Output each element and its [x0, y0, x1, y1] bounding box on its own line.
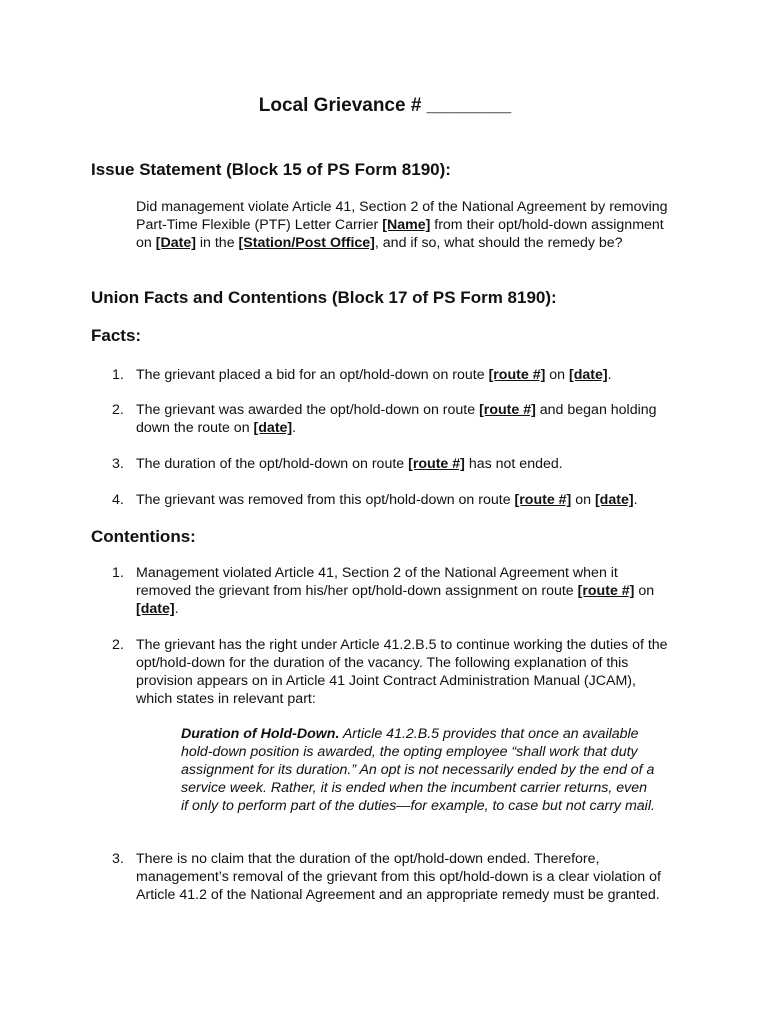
quote-text: Article 41.2.B.5 provides that once an available hold-down position is awarded, the opting employee “shall work that duty assignment for its duration.” An opt is not necessarily ended by the end of a service week. Rather, it is ended when the incumbent carrier returns, even if only to perform part of the duties—for example, to case but not carry mail. [181, 726, 655, 814]
date-field: [Date] [155, 235, 196, 251]
union-heading: Union Facts and Contentions (Block 17 of PS Form 8190): [91, 288, 557, 307]
route-field: [route #] [488, 367, 546, 383]
contentions-heading: Contentions: [91, 527, 196, 546]
jcam-quote [181, 725, 656, 815]
issue-heading: Issue Statement (Block 15 of PS Form 8190): [91, 160, 451, 179]
station-field: [Station/Post Office] [238, 235, 375, 251]
page-title: Local Grievance # ________ [258, 95, 512, 116]
route-field: [route #] [479, 402, 536, 418]
issue-statement: Did management violate Article 41, Section 2 of the National Agreement by removing Part-Time Flexible (PTF) Letter Carrier [Name] from their opt/hold-down assignment on [Date] in the [Station/Post Office], and if so, what should the remedy be? [136, 199, 668, 251]
route-field: [route #] [577, 583, 635, 599]
route-field: [route #] [408, 456, 465, 472]
quote-heading: Duration of Hold-Down. [181, 726, 340, 742]
date-field: [date] [594, 492, 634, 508]
date-field: [date] [568, 367, 608, 383]
route-field: [route #] [514, 492, 572, 508]
date-field: [date] [136, 601, 175, 617]
date-field: [date] [253, 420, 293, 436]
name-field: [Name] [382, 217, 431, 233]
facts-heading: Facts: [91, 326, 142, 345]
